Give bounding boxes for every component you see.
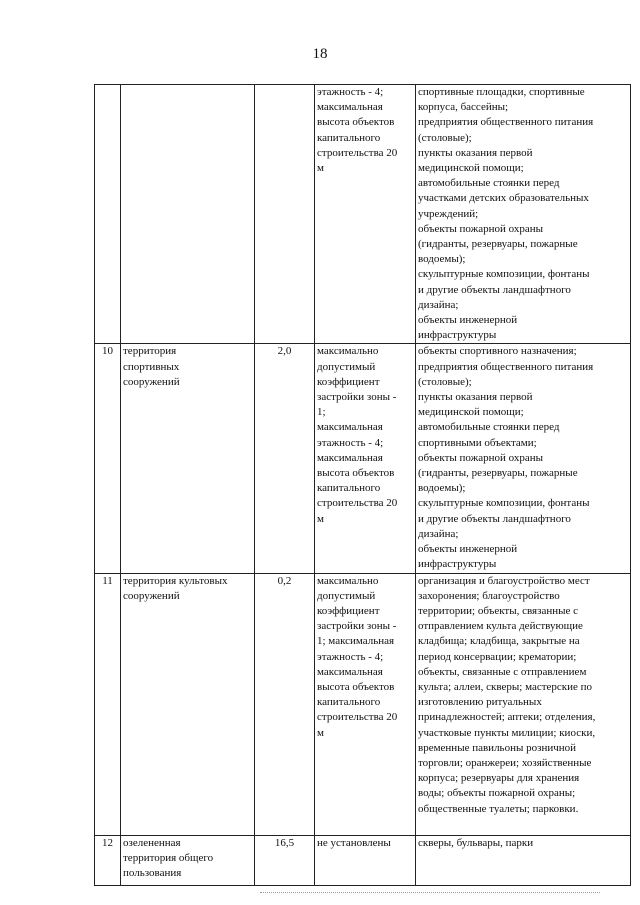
cell-line: и другие объекты ландшафтного xyxy=(418,512,571,525)
cell-line: культа; аллеи, скверы; мастерские по xyxy=(418,680,593,693)
cell-number: 12 xyxy=(95,835,121,885)
cell-line: учреждений; xyxy=(418,207,479,220)
cell-line: водоемы); xyxy=(418,482,466,495)
cell-line: медицинской помощи; xyxy=(418,162,524,175)
page-number: 18 xyxy=(312,46,328,62)
cell-line: спортивными объектами; xyxy=(418,436,537,449)
cell-line: (столовые); xyxy=(418,375,472,388)
table-row xyxy=(95,835,631,885)
cell-line: максимально xyxy=(317,345,379,358)
cell-line: период консервации; крематории; xyxy=(418,650,577,663)
cell-line: предприятия общественного питания xyxy=(418,116,594,129)
cell-line: дизайна; xyxy=(418,527,459,540)
cell-line: инфраструктуры xyxy=(418,558,497,571)
cell-line: м xyxy=(317,726,324,739)
cell-territory-name xyxy=(121,835,255,885)
cell-line: принадлежностей; аптеки; отделения, xyxy=(418,711,596,724)
cell-line: (гидранты, резервуары, пожарные xyxy=(418,467,578,480)
cell-territory-name xyxy=(121,344,255,573)
cell-line: медицинской помощи; xyxy=(418,406,524,419)
cell-line: 1; xyxy=(317,406,326,419)
zones-table xyxy=(94,84,631,886)
cell-line: общественные туалеты; парковки. xyxy=(418,802,579,815)
cell-permitted-objects xyxy=(416,835,631,885)
cell-line: территория xyxy=(123,345,177,358)
cell-line: капитального xyxy=(317,131,381,144)
cell-line: м xyxy=(317,162,324,175)
cell-line: участками детских образовательных xyxy=(418,192,589,205)
cell-number: 10 xyxy=(95,344,121,573)
cell-area: 0,2 xyxy=(255,573,315,835)
cell-line: застройки зоны - xyxy=(317,620,397,633)
cell-line: пользования xyxy=(123,866,182,879)
cell-line: строительства 20 xyxy=(317,146,398,159)
cell-line: спортивных xyxy=(123,360,180,373)
cell-line: территории; объекты, связанные с xyxy=(418,604,579,617)
cell-line: максимальная xyxy=(317,451,383,464)
cell-line: корпуса, бассейны; xyxy=(418,101,509,114)
cell-line: предприятия общественного питания xyxy=(418,360,594,373)
cell-line: дизайна; xyxy=(418,298,459,311)
cell-line: пункты оказания первой xyxy=(418,146,533,159)
cell-line: максимальная xyxy=(317,665,383,678)
cell-parameters xyxy=(315,835,416,885)
cell-line: коэффициент xyxy=(317,375,380,388)
cell-territory-name xyxy=(121,85,255,344)
cell-line: объекты пожарной охраны xyxy=(418,451,544,464)
cell-line: высота объектов xyxy=(317,116,395,129)
cell-line: строительства 20 xyxy=(317,711,398,724)
cell-line: объекты пожарной охраны xyxy=(418,222,544,235)
cell-line: 1; максимальная xyxy=(317,635,395,648)
cell-line: этажность - 4; xyxy=(317,86,384,98)
cell-line: озелененная xyxy=(123,836,181,849)
cell-line: максимальная xyxy=(317,421,383,434)
cell-line: скверы, бульвары, парки xyxy=(418,836,534,849)
cell-line: участковые пункты милиции; киоски, xyxy=(418,726,596,739)
cell-line: объекты инженерной xyxy=(418,543,518,556)
cell-line: не установлены xyxy=(317,836,391,849)
cell-area: 2,0 xyxy=(255,344,315,573)
table-row xyxy=(95,85,631,344)
table-row xyxy=(95,573,631,835)
cell-line: максимальная xyxy=(317,101,383,114)
cell-line: сооружений xyxy=(123,589,180,602)
cell-line: максимально xyxy=(317,574,379,587)
cell-line: (столовые); xyxy=(418,131,472,144)
cell-line: временные павильоны розничной xyxy=(418,741,577,754)
cell-permitted-objects xyxy=(416,344,631,573)
cell-line: объекты спортивного назначения; xyxy=(418,345,577,358)
cell-line: корпуса; резервуары для хранения xyxy=(418,772,580,785)
cell-line: отправлением культа действующие xyxy=(418,620,583,633)
cell-line: захоронения; благоустройство xyxy=(418,589,560,602)
cell-line: коэффициент xyxy=(317,604,380,617)
cell-line: и другие объекты ландшафтного xyxy=(418,283,571,296)
cell-line: объекты, связанные с отправлением xyxy=(418,665,587,678)
cell-line: высота объектов xyxy=(317,467,395,480)
cell-territory-name xyxy=(121,573,255,835)
cell-line: спортивные площадки, спортивные xyxy=(418,86,585,98)
cell-line: инфраструктуры xyxy=(418,329,497,342)
cell-area: 16,5 xyxy=(255,835,315,885)
cell-line: организация и благоустройство мест xyxy=(418,574,590,587)
cell-line: объекты инженерной xyxy=(418,314,518,327)
cell-line: пункты оказания первой xyxy=(418,391,533,404)
cell-line: капитального xyxy=(317,696,381,709)
cell-parameters xyxy=(315,85,416,344)
cell-line: допустимый xyxy=(317,360,376,373)
cell-area xyxy=(255,85,315,344)
cell-line: скульптурные композиции, фонтаны xyxy=(418,268,590,281)
cell-permitted-objects xyxy=(416,85,631,344)
cell-line: строительства 20 xyxy=(317,497,398,510)
cell-line: высота объектов xyxy=(317,680,395,693)
cell-parameters xyxy=(315,344,416,573)
cell-line: застройки зоны - xyxy=(317,391,397,404)
cell-parameters xyxy=(315,573,416,835)
cell-line: капитального xyxy=(317,482,381,495)
cell-line: этажность - 4; xyxy=(317,436,384,449)
cell-line: территория культовых xyxy=(123,574,228,587)
cell-line: этажность - 4; xyxy=(317,650,384,663)
cell-line: скульптурные композиции, фонтаны xyxy=(418,497,590,510)
cell-line: воды; объекты пожарной охраны; xyxy=(418,787,576,800)
cell-line: сооружений xyxy=(123,375,180,388)
cell-line: кладбища; кладбища, закрытые на xyxy=(418,635,580,648)
scan-edge-line xyxy=(260,892,600,893)
cell-line: автомобильные стоянки перед xyxy=(418,177,560,190)
cell-permitted-objects xyxy=(416,573,631,835)
cell-line: допустимый xyxy=(317,589,376,602)
table-row xyxy=(95,344,631,573)
cell-line: водоемы); xyxy=(418,253,466,266)
cell-line: торговли; оранжереи; хозяйственные xyxy=(418,756,592,769)
cell-line: территория общего xyxy=(123,851,214,864)
cell-line: автомобильные стоянки перед xyxy=(418,421,560,434)
cell-line: (гидранты, резервуары, пожарные xyxy=(418,238,578,251)
cell-line: изготовлению ритуальных xyxy=(418,696,542,709)
cell-number: 11 xyxy=(95,573,121,835)
cell-line: м xyxy=(317,512,324,525)
cell-number xyxy=(95,85,121,344)
